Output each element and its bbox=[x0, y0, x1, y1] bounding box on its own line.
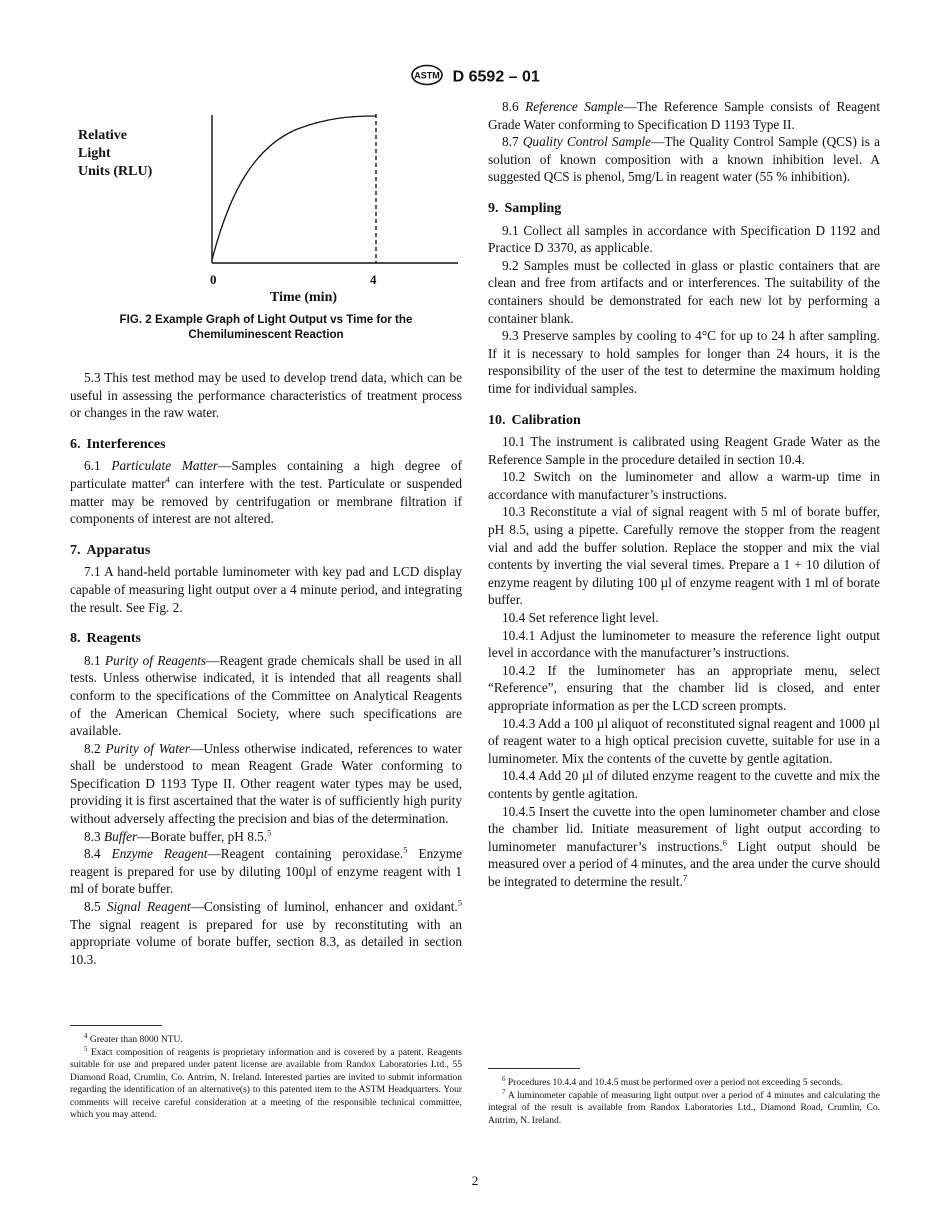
section-heading-10: 10. Calibration bbox=[488, 412, 581, 428]
right-column bbox=[488, 98, 880, 891]
section-heading-9: 9. Sampling bbox=[488, 200, 562, 216]
paragraph-10-4: 10.4 Set reference light level. bbox=[502, 610, 659, 626]
footnote-7: $^7$ A luminometer capable of measuring light output over a period of 4 minutes and calculating the integral of the result is available from Randox Laboratories Ltd., Diamond Road, Crumlin, Co. Antrim, N. Ireland. bbox=[488, 1087, 880, 1126]
paragraph-10-4-2: 10.4.2 If the luminometer has an appropriate menu, select “Reference”, ensuring that the chamber lid is closed, and enter appropriate information as per the LCD screen prompts. bbox=[488, 662, 880, 713]
paragraph-10-2: 10.2 Switch on the luminometer and allow a warm-up time in accordance with manufacturer’s instructions. bbox=[488, 469, 880, 502]
paragraph-8-5: 8.5 Signal Reagent—Consisting of luminol, enhancer and oxidant.$^5$ The signal reagent is prepared for use by reconstituting with an appropriate volume of borate buffer, section 8.3, as detailed in section 10.3. bbox=[70, 897, 463, 967]
paragraph-10-1: 10.1 The instrument is calibrated using Reagent Grade Water as the Reference Sample in the procedure detailed in section 10.4. bbox=[488, 434, 880, 467]
document-designation: D 6592 – 01 bbox=[452, 68, 540, 86]
left-footnotes bbox=[70, 1031, 462, 1122]
figure-2 bbox=[70, 110, 462, 345]
paragraph-9-2: 9.2 Samples must be collected in glass or plastic containers that are clean and free from artifacts and or interferences. The suitability of the containers should be demonstrated for each new lot by performing a container blank. bbox=[488, 257, 880, 326]
x-axis-label: Time (min) bbox=[270, 290, 338, 305]
paragraph-6-1: 6.1 Particulate Matter—Samples containing a high degree of particulate matter$^4$ can interfere with the test. Particulate or suspended matter may be removed by centrifugation or membrane filtration if components of interest are not altered. bbox=[70, 458, 463, 527]
astm-logo-icon bbox=[410, 64, 444, 91]
paragraph-5-3: 5.3 This test method may be used to develop trend data, which can be useful in assessing the performance characteristics of treatment process or changes in the raw water. bbox=[70, 370, 462, 421]
footnote-4: $^4$ Greater than 8000 NTU. bbox=[84, 1031, 183, 1045]
footnote-6: $^6$ Procedures 10.4.4 and 10.4.5 must be performed over a period not exceeding 5 seconds. bbox=[502, 1074, 843, 1088]
footnote-rule-right bbox=[488, 1068, 580, 1069]
y-axis-label: Relative Light Units (RLU) bbox=[78, 128, 153, 179]
light-output-graph bbox=[70, 110, 462, 280]
paragraph-9-3: 9.3 Preserve samples by cooling to 4°C for up to 24 h after sampling. If it is necessary to hold samples for longer than 24 hours, it is the responsibility of the user of the test to determine the maximum holding time for individual samples. bbox=[488, 328, 880, 396]
page-number: 2 bbox=[471, 1173, 479, 1188]
paragraph-8-7: 8.7 Quality Control Sample—The Quality Control Sample (QCS) is a solution of known composition with a known inhibition level. A suggested QCS is phenol, 5mg/L in reagent water (55 % inhibition). bbox=[488, 134, 880, 185]
x-tick-0: 0 bbox=[210, 272, 217, 287]
svg-text:ASTM: ASTM bbox=[414, 70, 440, 81]
paragraph-10-4-1: 10.4.1 Adjust the luminometer to measure the reference light output level in accordance with the manufacturer’s instructions. bbox=[488, 627, 880, 661]
x-tick-4: 4 bbox=[370, 272, 377, 287]
section-heading-8: 8. Reagents bbox=[70, 631, 141, 647]
right-footnotes bbox=[488, 1074, 880, 1127]
section-heading-6: 6. Interferences bbox=[70, 436, 166, 452]
paragraph-9-1: 9.1 Collect all samples in accordance with Specification D 1192 and Practice D 3370, as applicable. bbox=[488, 222, 880, 256]
paragraph-10-3: 10.3 Reconstitute a vial of signal reagent with 5 ml of borate buffer, pH 8.5, using a pipette. Carefully remove the stopper from the reagent vial and add the buffer solution. Replace the stopper and mix the vial contents by inverting the vial several times. Prepare a 1 + 10 dilution of enzyme reagent by diluting 100 µl of enzyme reagent with 1 ml of borate buffer. bbox=[488, 504, 880, 608]
paragraph-10-4-4: 10.4.4 Add 20 µl of diluted enzyme reagent to the cuvette and mix the contents by gentle agitation. bbox=[488, 768, 880, 801]
paragraph-10-4-5: 10.4.5 Insert the cuvette into the open luminometer chamber and close the chamber lid. Initiate measurement of light output according to luminometer manufacturer’s instructions.$^6$ Light output should be measured over a period of 4 minutes, and the area under the curve should be integrated to determine the result.$^7$ bbox=[488, 803, 880, 889]
paragraph-8-3: 8.3 Buffer—Borate buffer, pH 8.5.$^5$ bbox=[84, 827, 272, 844]
light-output-curve bbox=[212, 116, 376, 260]
left-column bbox=[70, 369, 462, 968]
paragraph-8-4: 8.4 Enzyme Reagent—Reagent containing peroxidase.$^5$ Enzyme reagent is prepared for use by diluting 100µl of enzyme reagent with 1 ml of borate buffer. bbox=[70, 844, 463, 897]
footnote-5: $^5$ Exact composition of reagents is proprietary information and is covered by a patent. Reagents suitable for use and prepared under patent license are available from Randox Laboratories Ltd., 55 Diamond Road, Crumlin, Co. Antrim, N. Ireland. Interested parties are invited to submit information regarding the identification of an alternative(s) to this patented item to the ASTM Headquarters. Your comments will receive careful consideration at a meeting of the responsible technical committee, which you may attend. bbox=[70, 1044, 462, 1120]
paragraph-10-4-3: 10.4.3 Add a 100 µl aliquot of reconstituted signal reagent and 1000 µl of reagent water to a high optical precision cuvette, suitable for use in a luminometer. Mix the contents of the cuvette by gentle agitation. bbox=[488, 715, 880, 766]
page-header bbox=[0, 64, 950, 91]
paragraph-8-2: 8.2 Purity of Water—Unless otherwise indicated, references to water shall be understood to mean Reagent Grade Water conforming to Specification D 1193 Type II. Other reagent water types may be used, providing it is first ascertained that the water is of sufficiently high purity without adversely affecting the precision and bias of the determination. bbox=[70, 740, 462, 827]
section-heading-7: 7. Apparatus bbox=[70, 542, 151, 558]
paragraph-8-6: 8.6 Reference Sample—The Reference Sample consists of Reagent Grade Water conforming to Specification D 1193 Type II. bbox=[488, 99, 881, 132]
paragraph-7-1: 7.1 A hand-held portable luminometer with key pad and LCD display capable of measuring light output over a 4 minute period, and integrating the result. See Fig. 2. bbox=[70, 564, 462, 615]
footnote-rule-left bbox=[70, 1025, 162, 1026]
figure-caption: FIG. 2 Example Graph of Light Output vs Time for the Chemiluminescent Reaction bbox=[119, 313, 413, 341]
paragraph-8-1: 8.1 Purity of Reagents—Reagent grade chemicals shall be used in all tests. Unless otherwise indicated, it is intended that all reagents shall conform to the specifications of the Committee on Analytical Reagents of the American Chemical Society, where such specifications are available. bbox=[70, 652, 463, 739]
